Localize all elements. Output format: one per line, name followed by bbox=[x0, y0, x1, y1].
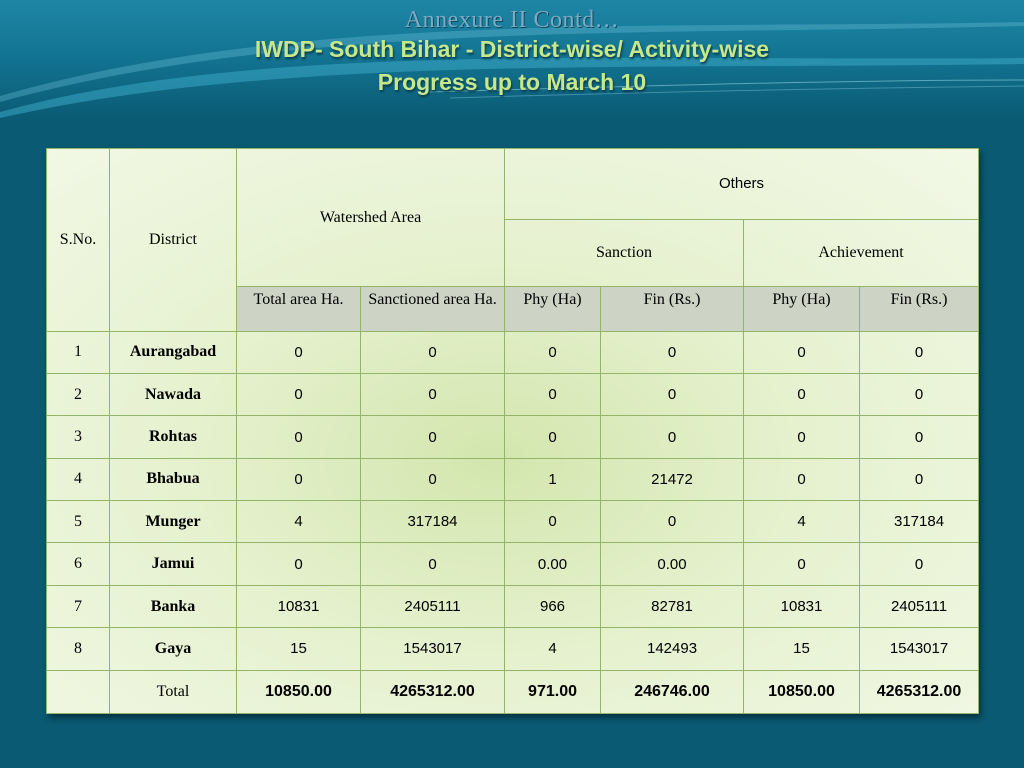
cell-achievement-fin: 0 bbox=[860, 373, 979, 415]
cell-sno: 5 bbox=[47, 501, 110, 543]
table-row bbox=[47, 458, 979, 500]
cell-district: Munger bbox=[110, 501, 237, 543]
cell-sanction-phy: 1 bbox=[505, 458, 601, 500]
cell-sanction-phy: 0 bbox=[505, 331, 601, 373]
cell-district: Aurangabad bbox=[110, 331, 237, 373]
header-sanction-fin: Fin (Rs.) bbox=[601, 287, 744, 331]
cell-sanctioned-area: 0 bbox=[361, 543, 505, 585]
cell-achievement-fin: 1543017 bbox=[860, 628, 979, 670]
cell-total-achievement-phy: 10850.00 bbox=[744, 670, 860, 713]
cell-total-area: 0 bbox=[237, 416, 361, 458]
table-row bbox=[47, 331, 979, 373]
cell-total-area: 10831 bbox=[237, 585, 361, 627]
cell-sanctioned-area: 0 bbox=[361, 331, 505, 373]
cell-sanctioned-area: 0 bbox=[361, 373, 505, 415]
cell-sanction-phy: 0 bbox=[505, 416, 601, 458]
header-achievement: Achievement bbox=[744, 219, 979, 287]
cell-sanction-fin: 0 bbox=[601, 331, 744, 373]
cell-sanctioned-area: 1543017 bbox=[361, 628, 505, 670]
cell-district: Banka bbox=[110, 585, 237, 627]
cell-achievement-fin: 0 bbox=[860, 416, 979, 458]
slide-heading bbox=[0, 6, 1024, 98]
total-row bbox=[47, 670, 979, 713]
header-achievement-phy: Phy (Ha) bbox=[744, 287, 860, 331]
header-achievement-fin: Fin (Rs.) bbox=[860, 287, 979, 331]
cell-sno: 7 bbox=[47, 585, 110, 627]
table-row bbox=[47, 543, 979, 585]
cell-achievement-phy: 10831 bbox=[744, 585, 860, 627]
cell-sanctioned-area: 2405111 bbox=[361, 585, 505, 627]
cell-total-sanctioned-area: 4265312.00 bbox=[361, 670, 505, 713]
cell-sno: 2 bbox=[47, 373, 110, 415]
cell-sanction-fin: 0.00 bbox=[601, 543, 744, 585]
cell-achievement-phy: 0 bbox=[744, 416, 860, 458]
header-sno: S.No. bbox=[47, 149, 110, 332]
annexure-label: Annexure II Contd… bbox=[404, 7, 620, 33]
table-row bbox=[47, 585, 979, 627]
cell-sno: 1 bbox=[47, 331, 110, 373]
cell-sanction-phy: 966 bbox=[505, 585, 601, 627]
header-total-area: Total area Ha. bbox=[237, 287, 361, 331]
cell-sanction-fin: 0 bbox=[601, 416, 744, 458]
cell-total-label: Total bbox=[110, 670, 237, 713]
cell-achievement-phy: 0 bbox=[744, 373, 860, 415]
cell-sanctioned-area: 317184 bbox=[361, 501, 505, 543]
cell-district: Rohtas bbox=[110, 416, 237, 458]
cell-sno: 6 bbox=[47, 543, 110, 585]
cell-total-sanction-phy: 971.00 bbox=[505, 670, 601, 713]
cell-district: Gaya bbox=[110, 628, 237, 670]
slide-title-line1: IWDP- South Bihar - District-wise/ Activity-wise bbox=[254, 36, 770, 62]
cell-total-area: 0 bbox=[237, 373, 361, 415]
cell-achievement-phy: 4 bbox=[744, 501, 860, 543]
cell-total-area: 0 bbox=[237, 331, 361, 373]
header-watershed-area: Watershed Area bbox=[237, 149, 505, 287]
cell-achievement-fin: 317184 bbox=[860, 501, 979, 543]
cell-sanction-phy: 4 bbox=[505, 628, 601, 670]
cell-sanction-phy: 0.00 bbox=[505, 543, 601, 585]
header-sanctioned-area: Sanctioned area Ha. bbox=[361, 287, 505, 331]
cell-achievement-phy: 15 bbox=[744, 628, 860, 670]
cell-sanction-fin: 0 bbox=[601, 501, 744, 543]
table-row bbox=[47, 416, 979, 458]
cell-total-sanction-fin: 246746.00 bbox=[601, 670, 744, 713]
table-row bbox=[47, 628, 979, 670]
cell-sanctioned-area: 0 bbox=[361, 416, 505, 458]
cell-total-area: 0 bbox=[237, 543, 361, 585]
progress-table-container bbox=[46, 148, 978, 714]
cell-achievement-fin: 0 bbox=[860, 543, 979, 585]
cell-sno-empty bbox=[47, 670, 110, 713]
cell-achievement-fin: 0 bbox=[860, 331, 979, 373]
cell-achievement-phy: 0 bbox=[744, 331, 860, 373]
cell-sanction-fin: 142493 bbox=[601, 628, 744, 670]
cell-total-area: 0 bbox=[237, 458, 361, 500]
cell-achievement-fin: 2405111 bbox=[860, 585, 979, 627]
cell-achievement-phy: 0 bbox=[744, 543, 860, 585]
header-sanction-phy: Phy (Ha) bbox=[505, 287, 601, 331]
cell-sno: 8 bbox=[47, 628, 110, 670]
cell-sanction-fin: 21472 bbox=[601, 458, 744, 500]
cell-achievement-phy: 0 bbox=[744, 458, 860, 500]
cell-total-achievement-fin: 4265312.00 bbox=[860, 670, 979, 713]
cell-district: Jamui bbox=[110, 543, 237, 585]
slide-title-line2: Progress up to March 10 bbox=[377, 69, 647, 95]
cell-district: Bhabua bbox=[110, 458, 237, 500]
header-sanction: Sanction bbox=[505, 219, 744, 287]
table-row bbox=[47, 373, 979, 415]
cell-sanction-phy: 0 bbox=[505, 501, 601, 543]
cell-district: Nawada bbox=[110, 373, 237, 415]
cell-total-area: 4 bbox=[237, 501, 361, 543]
table-row bbox=[47, 501, 979, 543]
progress-table bbox=[46, 148, 979, 714]
cell-sanctioned-area: 0 bbox=[361, 458, 505, 500]
cell-total-area: 10850.00 bbox=[237, 670, 361, 713]
cell-achievement-fin: 0 bbox=[860, 458, 979, 500]
cell-sno: 3 bbox=[47, 416, 110, 458]
cell-sanction-fin: 82781 bbox=[601, 585, 744, 627]
cell-sanction-fin: 0 bbox=[601, 373, 744, 415]
cell-total-area: 15 bbox=[237, 628, 361, 670]
header-others: Others bbox=[505, 149, 979, 220]
header-district: District bbox=[110, 149, 237, 332]
cell-sno: 4 bbox=[47, 458, 110, 500]
cell-sanction-phy: 0 bbox=[505, 373, 601, 415]
